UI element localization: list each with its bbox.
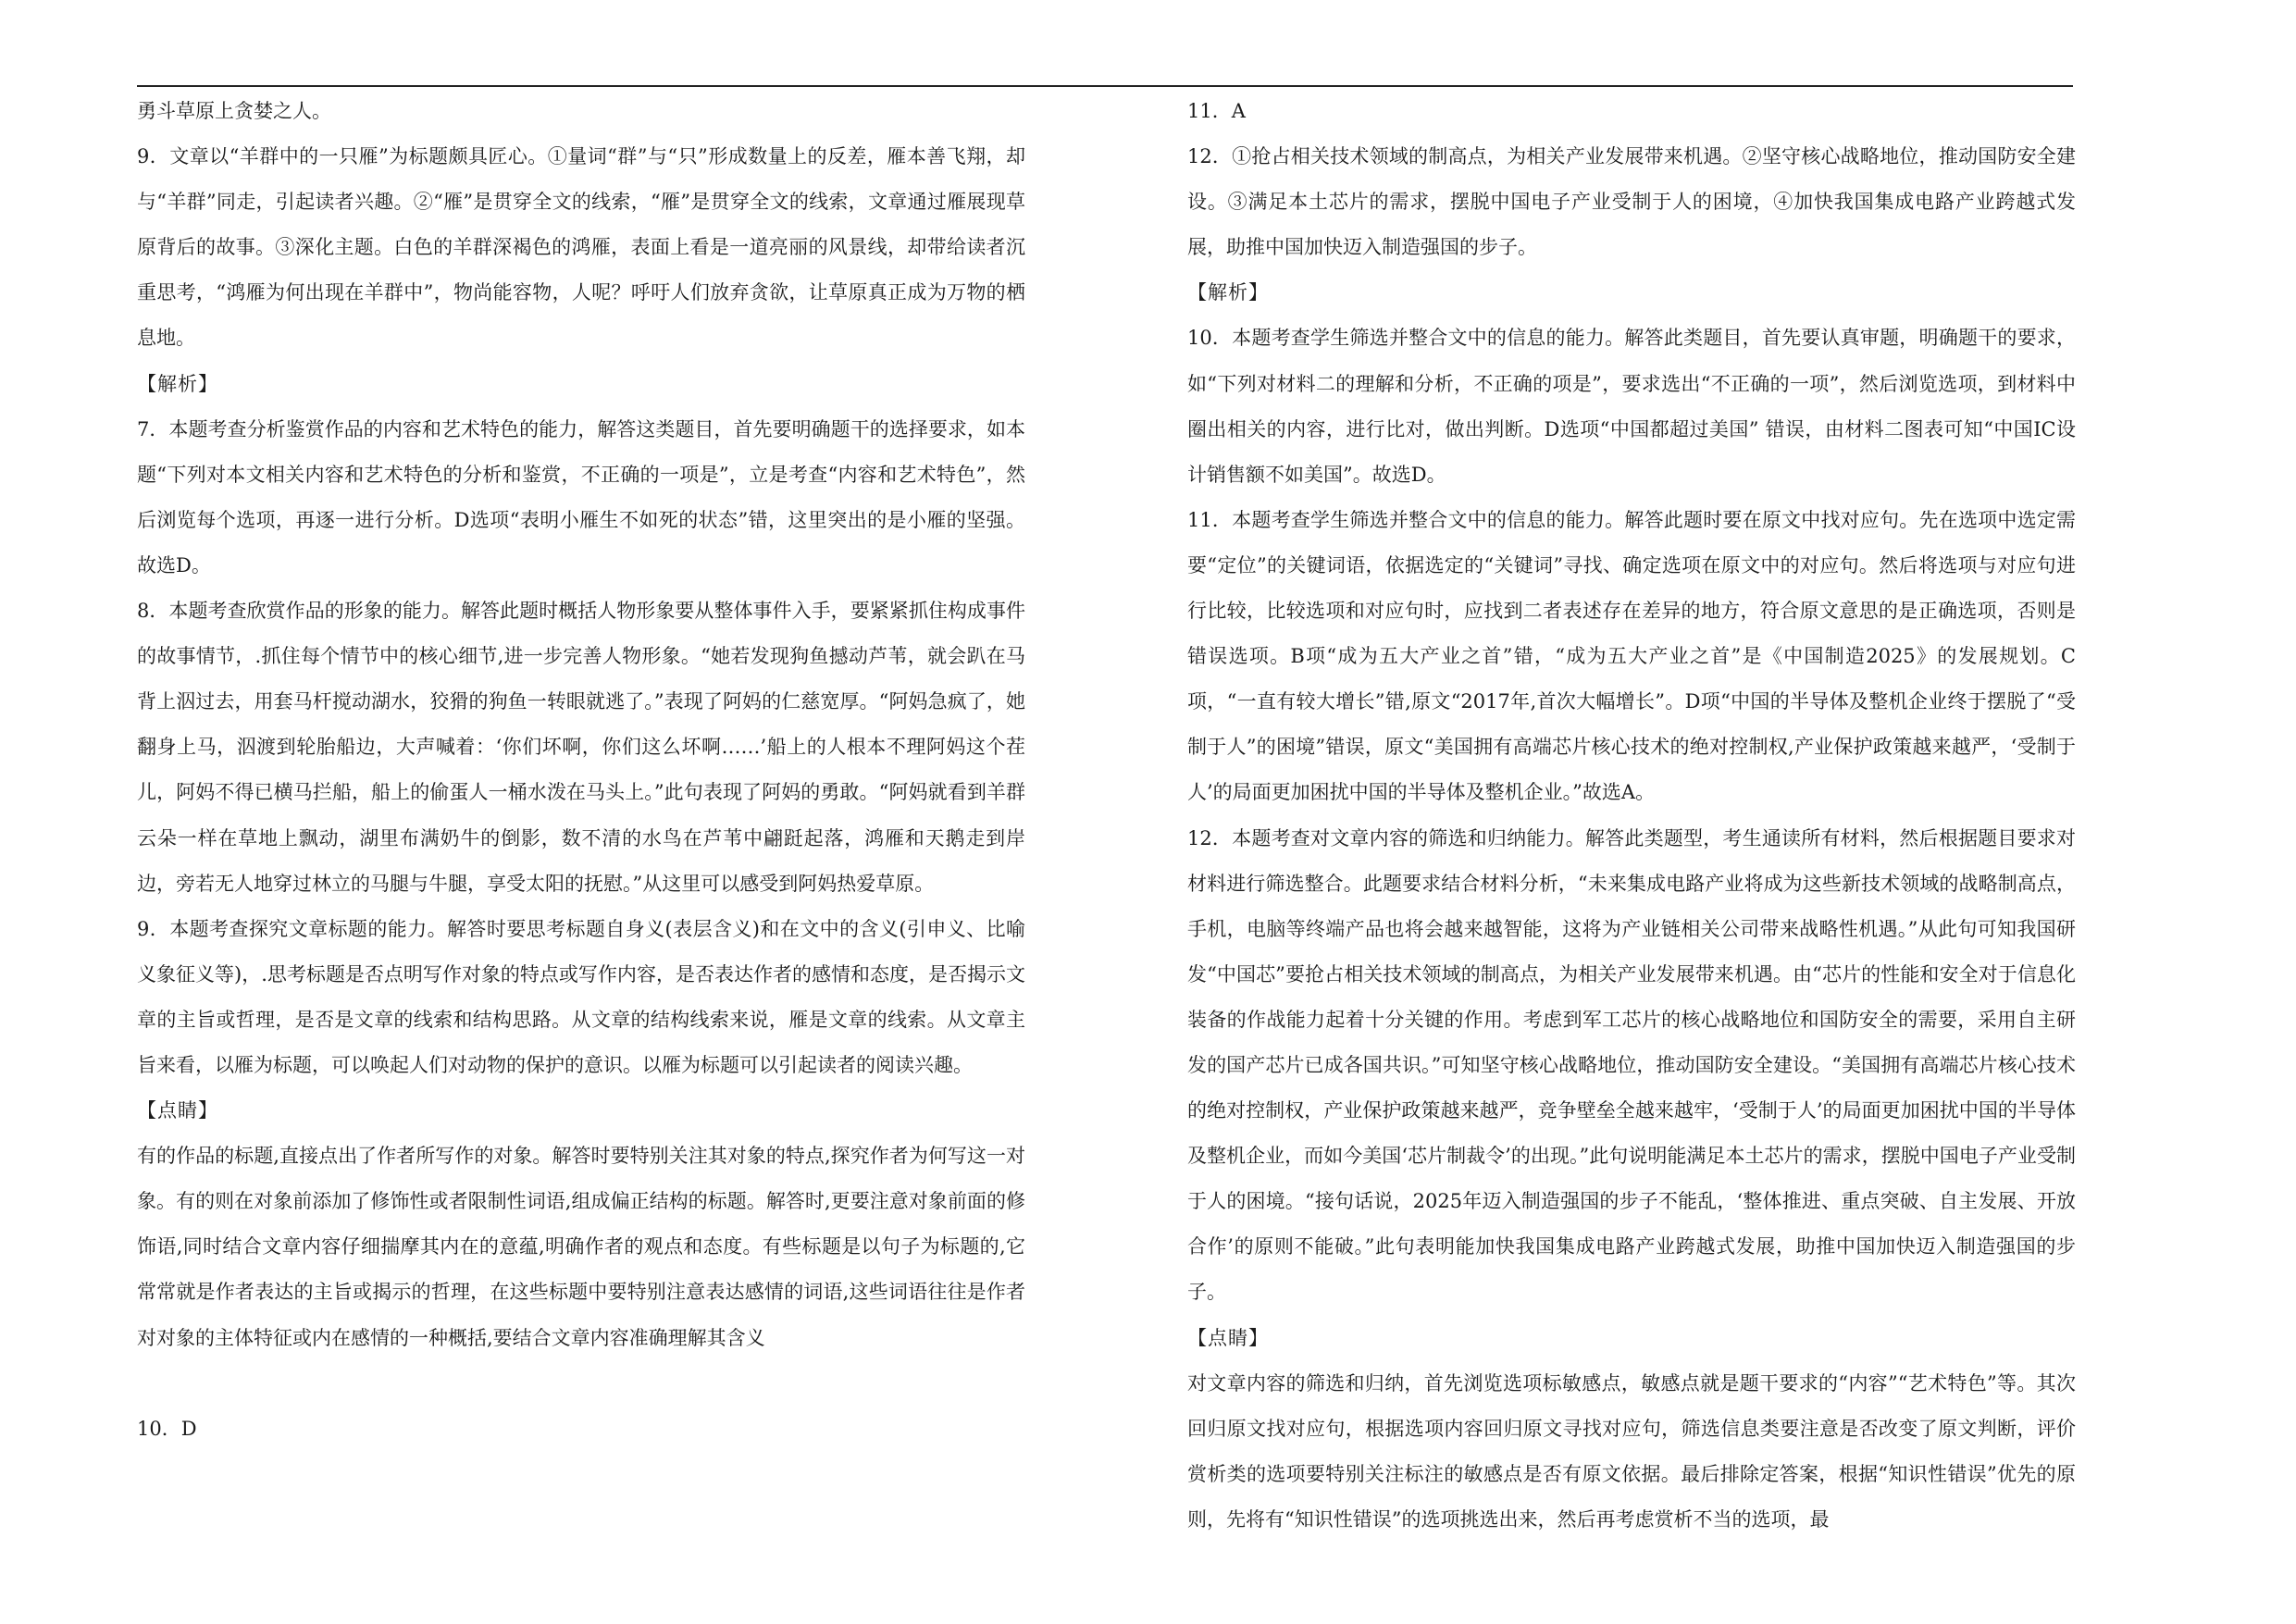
section-heading: 【解析】 — [137, 372, 218, 395]
paragraph: 10．本题考查学生筛选并整合文中的信息的能力。解答此类题目，首先要认真审题，明确题干的要求，如“下列对材料二的理解和分析，不正确的项是”，要求选出“不正确的一项”，然后浏览选项，到材料中圈出相关的内容，进行比对，做出判断。D选项“中国都超过美国” 错误，由材料二图表可知“中国IC设计销售额不如美国”。故选D。 — [1187, 327, 2076, 486]
section-heading: 【解析】 — [1187, 281, 1269, 304]
paragraph: 有的作品的标题,直接点出了作者所写作的对象。解答时要特别关注其对象的特点,探究作者为何写这一对象。有的则在对象前添加了修饰性或者限制性词语,组成偏正结构的标题。解答时,更要注意对象前面的修饰语,同时结合文章内容仔细揣摩其内在的意蕴,明确作者的观点和态度。有些标题是以句子为标题的,它常常就是作者表达的主旨或揭示的哲理，在这些标题中要特别注意表达感情的词语,这些词语往往是作者对对象的主体特征或内在感情的一种概括,要结合文章内容准确理解其含义 — [137, 1145, 1025, 1349]
paragraph: 11．本题考查学生筛选并整合文中的信息的能力。解答此题时要在原文中找对应句。先在选项中选定需要“定位”的关键词语，依据选定的“关键词”寻找、确定选项在原文中的对应句。然后将选项与对应句进行比较，比较选项和对应句时，应找到二者表述存在差异的地方，符合原文意思的是正确选项，否则是错误选项。B项“成为五大产业之首”错，“成为五大产业之首”是《中国制造2025》的发展规划。C项，“一直有较大增长”错,原文“2017年,首次大幅增长”。D项“中国的半导体及整机企业终于摆脱了“受制于人”的困境”错误，原文“美国拥有高端芯片核心技术的绝对控制权,产业保护政策越来越严，‘受制于人’的局面更加困扰中国的半导体及整机企业。”故选A。 — [1187, 508, 2076, 804]
paragraph: 11．A — [1187, 100, 1246, 122]
paragraph: 对文章内容的筛选和归纳，首先浏览选项标敏感点，敏感点就是题干要求的“内容”“艺术特色”等。其次回归原文找对应句，根据选项内容回归原文寻找对应句，筛选信息类要注意是否改变了原文判断，评价赏析类的选项要特别关注标注的敏感点是否有原文依据。最后排除定答案，根据“知识性错误”优先的原则，先将有“知识性错误”的选项挑选出来，然后再考虑赏析不当的选项，最 — [1187, 1371, 2076, 1531]
left-column — [137, 89, 1025, 1452]
paragraph: 12．①抢占相关技术领域的制高点，为相关产业发展带来机遇。②坚守核心战略地位，推动国防安全建设。③满足本土芯片的需求，摆脱中国电子产业受制于人的困境，④加快我国集成电路产业跨越式发展，助推中国加快迈入制造强国的步子。 — [1187, 145, 2076, 259]
header-rule — [137, 85, 2073, 87]
section-heading: 【点睛】 — [1187, 1326, 1269, 1349]
paragraph: 7．本题考查分析鉴赏作品的内容和艺术特色的能力，解答这类题目，首先要明确题干的选择要求，如本题“下列对本文相关内容和艺术特色的分析和鉴赏，不正确的一项是”，立是考查“内容和艺术特色”，然后浏览每个选项，再逐一进行分析。D选项“表明小雁生不如死的状态”错，这里突出的是小雁的坚强。故选D。 — [137, 417, 1025, 576]
section-heading: 【点睛】 — [137, 1099, 218, 1122]
paragraph: 勇斗草原上贪婪之人。 — [137, 100, 331, 122]
paragraph: 12．本题考查对文章内容的筛选和归纳能力。解答此类题型，考生通读所有材料，然后根据题目要求对材料进行筛选整合。此题要求结合材料分析，“未来集成电路产业将成为这些新技术领域的战略制高点，手机，电脑等终端产品也将会越来越智能，这将为产业链相关公司带来战略性机遇。”从此句可知我国研发“中国芯”要抢占相关技术领域的制高点，为相关产业发展带来机遇。由“芯片的性能和安全对于信息化装备的作战能力起着十分关键的作用。考虑到军工芯片的核心战略地位和国防安全的需要，采用自主研发的国产芯片已成各国共识。”可知坚守核心战略地位，推动国防安全建设。“美国拥有高端芯片核心技术的绝对控制权，产业保护政策越来越严，竞争壁垒全越来越牢，‘受制于人’的局面更加困扰中国的半导体及整机企业，而如今美国‘芯片制裁令’的出现。”此句说明能满足本土芯片的需求，摆脱中国电子产业受制于人的困境。“接句话说，2025年迈入制造强国的步子不能乱，‘整体推进、重点突破、自主发展、开放合作’的原则不能破。”此句表明能加快我国集成电路产业跨越式发展，助推中国加快迈入制造强国的步子。 — [1187, 826, 2076, 1304]
paragraph: 9．文章以“羊群中的一只雁”为标题颇具匠心。①量词“群”与“只”形成数量上的反差，雁本善飞翔，却与“羊群”同走，引起读者兴趣。②“雁”是贯穿全文的线索，“雁”是贯穿全文的线索，文章通过雁展现草原背后的故事。③深化主题。白色的羊群深褐色的鸿雁，表面上看是一道亮丽的风景线，却带给读者沉重思考，“鸿雁为何出现在羊群中”，物尚能容物，人呢？呼吁人们放弃贪欲，让草原真正成为万物的栖息地。 — [137, 145, 1025, 350]
right-column — [1187, 89, 2076, 1543]
paragraph: 9．本题考查探究文章标题的能力。解答时要思考标题自身义(表层含义)和在文中的含义(引申义、比喻义象征义等)，.思考标题是否点明写作对象的特点或写作内容，是否表达作者的感情和态度，是否揭示文章的主旨或哲理，是否是文章的线索和结构思路。从文章的结构线索来说，雁是文章的线索。从文章主旨来看，以雁为标题，可以唤起人们对动物的保护的意识。以雁为标题可以引起读者的阅读兴趣。 — [137, 917, 1025, 1076]
paragraph: 8．本题考查欣赏作品的形象的能力。解答此题时概括人物形象要从整体事件入手，要紧紧抓住构成事件的故事情节，.抓住每个情节中的核心细节,进一步完善人物形象。“她若发现狗鱼撼动芦苇，就会趴在马背上泅过去，用套马杆搅动湖水，狡猾的狗鱼一转眼就逃了。”表现了阿妈的仁慈宽厚。“阿妈急疯了，她翻身上马，泅渡到轮胎船边，大声喊着：‘你们坏啊，你们这么坏啊……’船上的人根本不理阿妈这个茬儿，阿妈不得已横马拦船，船上的偷蛋人一桶水泼在马头上。”此句表现了阿妈的勇敢。“阿妈就看到羊群云朵一样在草地上飘动，湖里布满奶牛的倒影，数不清的水鸟在芦苇中翩跹起落，鸿雁和天鹅走到岸边，旁若无人地穿过林立的马腿与牛腿，享受太阳的抚慰。”从这里可以感受到阿妈热爱草原。 — [137, 600, 1025, 895]
paragraph: 10．D — [137, 1417, 197, 1440]
